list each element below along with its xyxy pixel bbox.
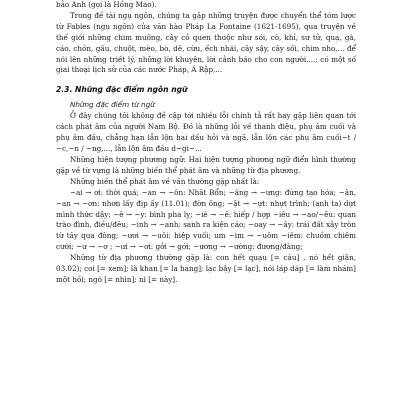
- paragraph-rhyme-variants-intro: Những biến thể phát âm về vần thường gặp nhất là:: [70, 176, 260, 186]
- paragraph-intro-tail: bảo Anh (gọi là Hồng Mao).: [56, 0, 157, 9]
- section-heading: 2.3. Những đặc điểm ngôn ngữ: [56, 85, 188, 95]
- paragraph-rhyme-variants-list: ~ai → ơi: thời quá; ~an → ~ôn: Nhât Bổn; ~ăng → ~ưng: đứng tạo hóa; ~ân, ~an → ~ơn: nhơn lấy địp ấy (11.01); đờn ông; ~ật → ~ựt: nhựt trình; (anh ta) dựt mình thức dậy; ~ê → ~y: bình pha lỵ; ~iê → ~ê: hiếp / hợp ~iêu → ~ao/~êu: quan trào đình, điều/đêu; ~inh → ~anh: sanh ra kiện cáo; ~oay → ~ây: trái đất xây tròn từ tây qua đông; ~ươi → ~uôi: hiệp vuối; um ~im → ~uôm ~iêm: chuồm chiêm cười; ~ư → ~ơ ; ~ưi → ~ơi: gởi → gới; ~ương → ~ường: đương/đàng;: [56, 187, 356, 252]
- paragraph-spelling-errors: Ở đây chúng tôi không đề cập tới nhiều lỗi chính tả rất hay gặp liên quan tới cách phát âm của người Nam Bộ. Đó là những lỗi về thanh điệu, phụ âm cuối và phụ âm đầu, chẳng hạn lẫn lộn hai dấu hỏi và ngã, lẫn lộn các phụ âm cuối~t / ~c,~n / ~ng,..., lẫn lộn âm đầu d~gi~...: [56, 111, 356, 154]
- subsection-heading: Những đặc điểm từ ngữ: [70, 100, 155, 110]
- paragraph-dialect-phenomena: Những hiện tượng phương ngữ: Hai hiện tượng phương ngữ điển hình thường gặp về từ vựng là những biến thể phát âm và những từ địa phương.: [56, 154, 356, 175]
- paragraph-fables: Trong đề tài ngụ ngôn, chúng ta gặp những truyện được chuyển thể tóm lược từ Fables (ngụ ngôn) của văn hào Pháp La Fontaine (1621-1695), qua truyện về thế giới những chim muông, cây cỏ quen thuộc như sói, cò, khỉ, sư tử, quạ, gà, cáo, chồn, gấu, chuột, mèo, bò, dê, cừu, ếch nhái, cây sậy, cây sồi, chim nho,... để nói lên những triết lý, những lời khuyên, lời cảnh báo cho con người,...; có một số giai thoại lịch sử của các nước Pháp, Á Rập,...: [56, 10, 356, 75]
- document-page: [56, 0, 356, 400]
- paragraph-local-words: Những từ địa phương thường gặp là: con hết quạu [= cáu] , nó hết giận, 03.02); coi [= xem]; là khan [= la hang]; lạc bậy [= lạc], nói láp dáp [= làm nhám] một hồi; ngó [= nhìn]; nì [= này].: [56, 253, 356, 284]
